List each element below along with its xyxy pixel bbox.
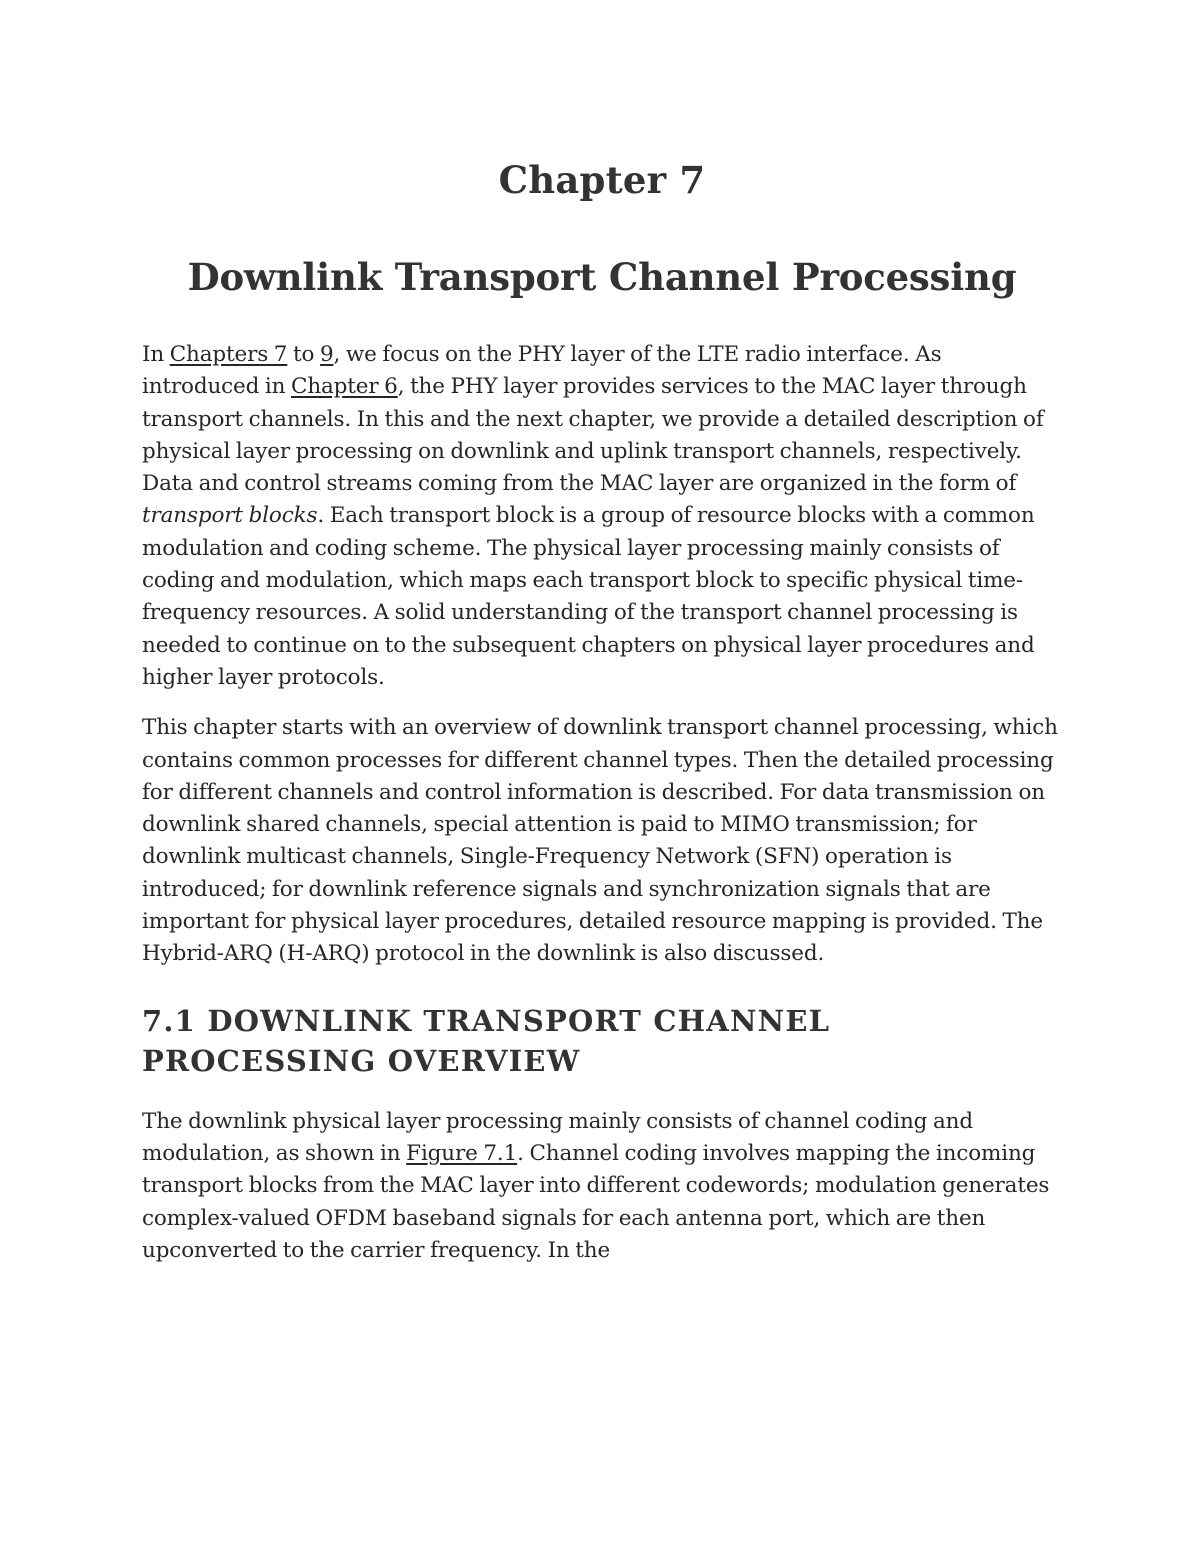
paragraph-text: . Channel coding involves mapping the incoming transport blocks from the MAC layer into different codewords; modulation generates complex-valued OFDM baseband signals for each antenna port, which are then upconverted to the carrier frequency. In the xyxy=(142,1140,1050,1263)
chapter-label: Chapter 7 xyxy=(498,158,706,202)
paragraph-text: The downlink physical layer processing mainly consists of channel coding and modulation, as shown in xyxy=(142,1108,973,1166)
chapter-6-link[interactable]: Chapter 6 xyxy=(291,374,398,400)
intro-paragraph xyxy=(142,339,1062,694)
chapter-9-link[interactable]: 9 xyxy=(319,342,334,367)
paragraph-text: to xyxy=(287,342,320,367)
section-paragraph xyxy=(142,1106,1062,1267)
chapters-7-link[interactable]: Chapters 7 xyxy=(169,342,288,367)
paragraph-text: . Each transport block is a group of resource blocks with a common modulation and coding scheme. The physical layer processing mainly consists of coding and modulation, which maps each transport block to specific physical time-frequency resources. A solid understanding of the transport channel processing is needed to continue on to the subsequent chapters on physical layer procedures and higher layer protocols. xyxy=(142,503,1035,690)
paragraph-text: , the PHY layer provides services to the MAC layer through transport channels. In this and the next chapter, we provide a detailed description of physical layer processing on downlink and uplink transport channels, respectively. Data and control streams coming from the MAC layer are organized in the form of xyxy=(142,374,1044,497)
overview-paragraph: This chapter starts with an overview of downlink transport channel processing, which contains common processes for different channel types. Then the detailed processing for different channels and control information is described. For data transmission on downlink shared channels, special attention is paid to MIMO transmission; for downlink multicast channels, Single-Frequency Network (SFN) operation is introduced; for downlink reference signals and synchronization signals that are important for physical layer procedures, detailed resource mapping is provided. The Hybrid-ARQ (H-ARQ) protocol in the downlink is also discussed. xyxy=(142,715,1058,967)
figure-7-1-link[interactable]: Figure 7.1 xyxy=(406,1140,518,1166)
transport-blocks-emphasis: transport blocks xyxy=(142,503,318,529)
paragraph-text: In xyxy=(142,342,170,367)
paragraph-text: , we focus on the PHY layer of the LTE radio interface. As introduced in xyxy=(142,342,942,400)
document-page xyxy=(142,150,1062,1285)
chapter-title: Downlink Transport Channel Processing xyxy=(187,255,1017,299)
section-heading: 7.1 DOWNLINK TRANSPORT CHANNEL PROCESSING OVERVIEW xyxy=(142,1003,831,1078)
